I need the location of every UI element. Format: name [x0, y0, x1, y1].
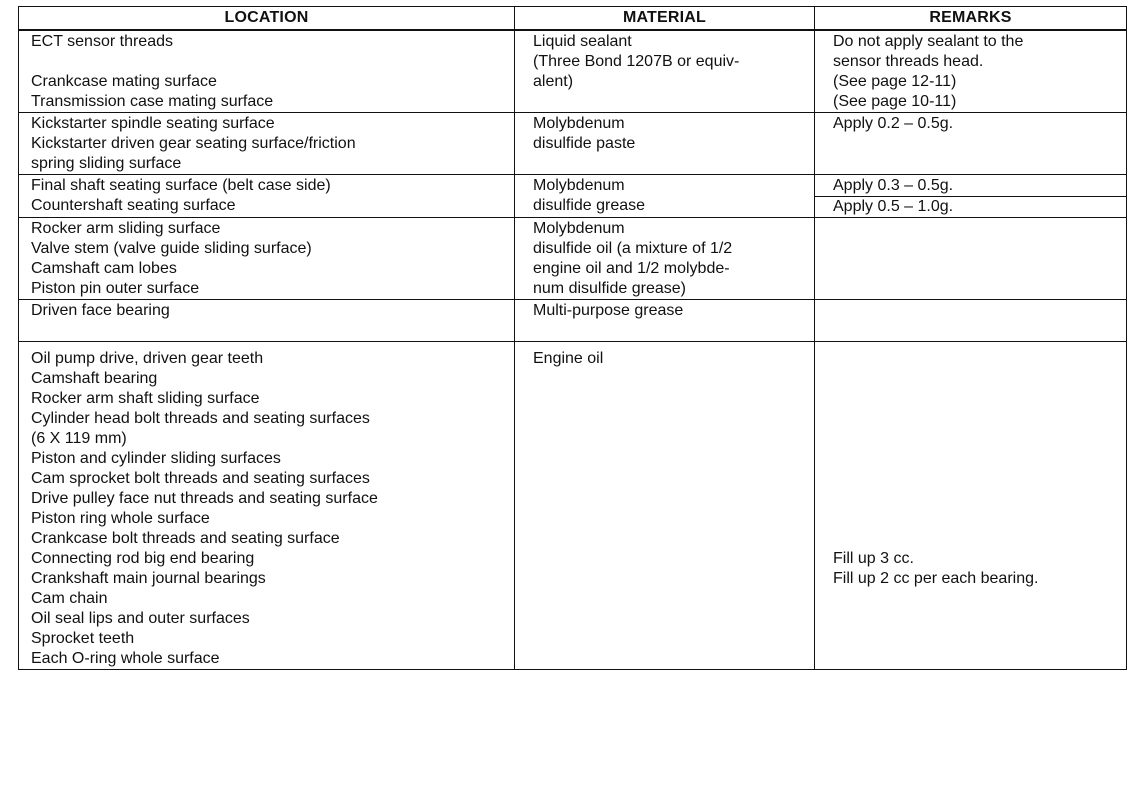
lubrication-table-page — [18, 6, 1126, 670]
location-line: Connecting rod big end bearing — [31, 550, 255, 567]
remarks-line: Apply 0.3 – 0.5g. — [815, 176, 1126, 197]
blank-line — [31, 52, 514, 72]
location-line: Valve stem (valve guide sliding surface) — [31, 240, 312, 257]
material-line: Liquid sealant — [533, 33, 632, 50]
table-row — [19, 300, 1127, 342]
header-remarks: REMARKS — [815, 7, 1127, 31]
location-line: Oil pump drive, driven gear teeth — [31, 350, 264, 367]
location-line: Countershaft seating surface — [31, 197, 236, 214]
material-line: Molybdenum — [533, 220, 625, 237]
remarks-cell — [815, 113, 1127, 175]
material-line: disulfide grease — [533, 197, 646, 214]
location-cell — [19, 218, 515, 300]
table-row — [19, 30, 1127, 113]
location-line: Sprocket teeth — [31, 630, 135, 647]
header-location: LOCATION — [19, 7, 515, 31]
remarks-line: Apply 0.5 – 1.0g. — [833, 198, 954, 215]
remarks-line: Apply 0.2 – 0.5g. — [833, 115, 954, 132]
material-line: alent) — [533, 73, 574, 90]
blank-line — [833, 343, 1126, 549]
location-line: Kickstarter spindle seating surface — [31, 115, 275, 132]
material-cell — [515, 342, 815, 670]
location-line: Crankcase mating surface — [31, 73, 217, 90]
location-line: Rocker arm shaft sliding surface — [31, 390, 260, 407]
material-line: engine oil and 1/2 molybde- — [533, 260, 730, 277]
blank-line — [31, 321, 514, 341]
location-line: Piston ring whole surface — [31, 510, 210, 527]
location-line: Crankshaft main journal bearings — [31, 570, 266, 587]
location-line: Crankcase bolt threads and seating surface — [31, 530, 340, 547]
material-line: (Three Bond 1207B or equiv- — [533, 53, 740, 70]
material-line: Molybdenum — [533, 115, 625, 132]
location-line: Kickstarter driven gear seating surface/friction — [31, 135, 356, 152]
material-cell — [515, 300, 815, 342]
location-line: Final shaft seating surface (belt case side) — [31, 177, 331, 194]
table-row — [19, 113, 1127, 175]
location-line: Piston pin outer surface — [31, 280, 200, 297]
remarks-cell — [815, 175, 1127, 218]
location-cell — [19, 30, 515, 113]
table-row — [19, 218, 1127, 300]
location-line: Drive pulley face nut threads and seating surface — [31, 490, 378, 507]
remarks-cell — [815, 300, 1127, 342]
location-line: Cam sprocket bolt threads and seating surfaces — [31, 470, 370, 487]
material-line: disulfide oil (a mixture of 1/2 — [533, 240, 733, 257]
location-line: Piston and cylinder sliding surfaces — [31, 450, 281, 467]
material-line: num disulfide grease) — [533, 280, 686, 297]
remarks-cell — [815, 218, 1127, 300]
lubrication-table — [18, 6, 1127, 670]
remarks-line: (See page 12-11) — [833, 73, 957, 90]
table-header-row — [19, 7, 1127, 31]
location-cell — [19, 300, 515, 342]
location-line: spring sliding surface — [31, 155, 182, 172]
material-cell — [515, 113, 815, 175]
remarks-cell — [815, 342, 1127, 670]
material-cell — [515, 30, 815, 113]
location-line: Oil seal lips and outer surfaces — [31, 610, 250, 627]
table-row — [19, 175, 1127, 218]
location-line: Driven face bearing — [31, 302, 170, 319]
header-material: MATERIAL — [515, 7, 815, 31]
material-cell — [515, 218, 815, 300]
remarks-line: Do not apply sealant to the — [833, 33, 1024, 50]
remarks-line: Fill up 3 cc. — [833, 550, 914, 567]
remarks-cell — [815, 30, 1127, 113]
location-line: Camshaft bearing — [31, 370, 158, 387]
location-line: Rocker arm sliding surface — [31, 220, 221, 237]
remarks-line: Fill up 2 cc per each bearing. — [833, 570, 1039, 587]
location-line: ECT sensor threads — [31, 33, 173, 50]
location-line: Each O-ring whole surface — [31, 650, 220, 667]
location-line: (6 X 119 mm) — [31, 430, 127, 447]
table-row — [19, 342, 1127, 670]
material-line: Multi-purpose grease — [533, 302, 684, 319]
location-line: Camshaft cam lobes — [31, 260, 177, 277]
location-line: Cam chain — [31, 590, 108, 607]
remarks-line: (See page 10-11) — [833, 93, 957, 110]
material-cell — [515, 175, 815, 218]
material-line: Engine oil — [533, 350, 604, 367]
location-cell — [19, 175, 515, 218]
location-line: Transmission case mating surface — [31, 93, 274, 110]
remarks-line: sensor threads head. — [833, 53, 984, 70]
location-cell — [19, 342, 515, 670]
material-line: Molybdenum — [533, 177, 625, 194]
location-cell — [19, 113, 515, 175]
material-line: disulfide paste — [533, 135, 636, 152]
location-line: Cylinder head bolt threads and seating surfaces — [31, 410, 370, 427]
